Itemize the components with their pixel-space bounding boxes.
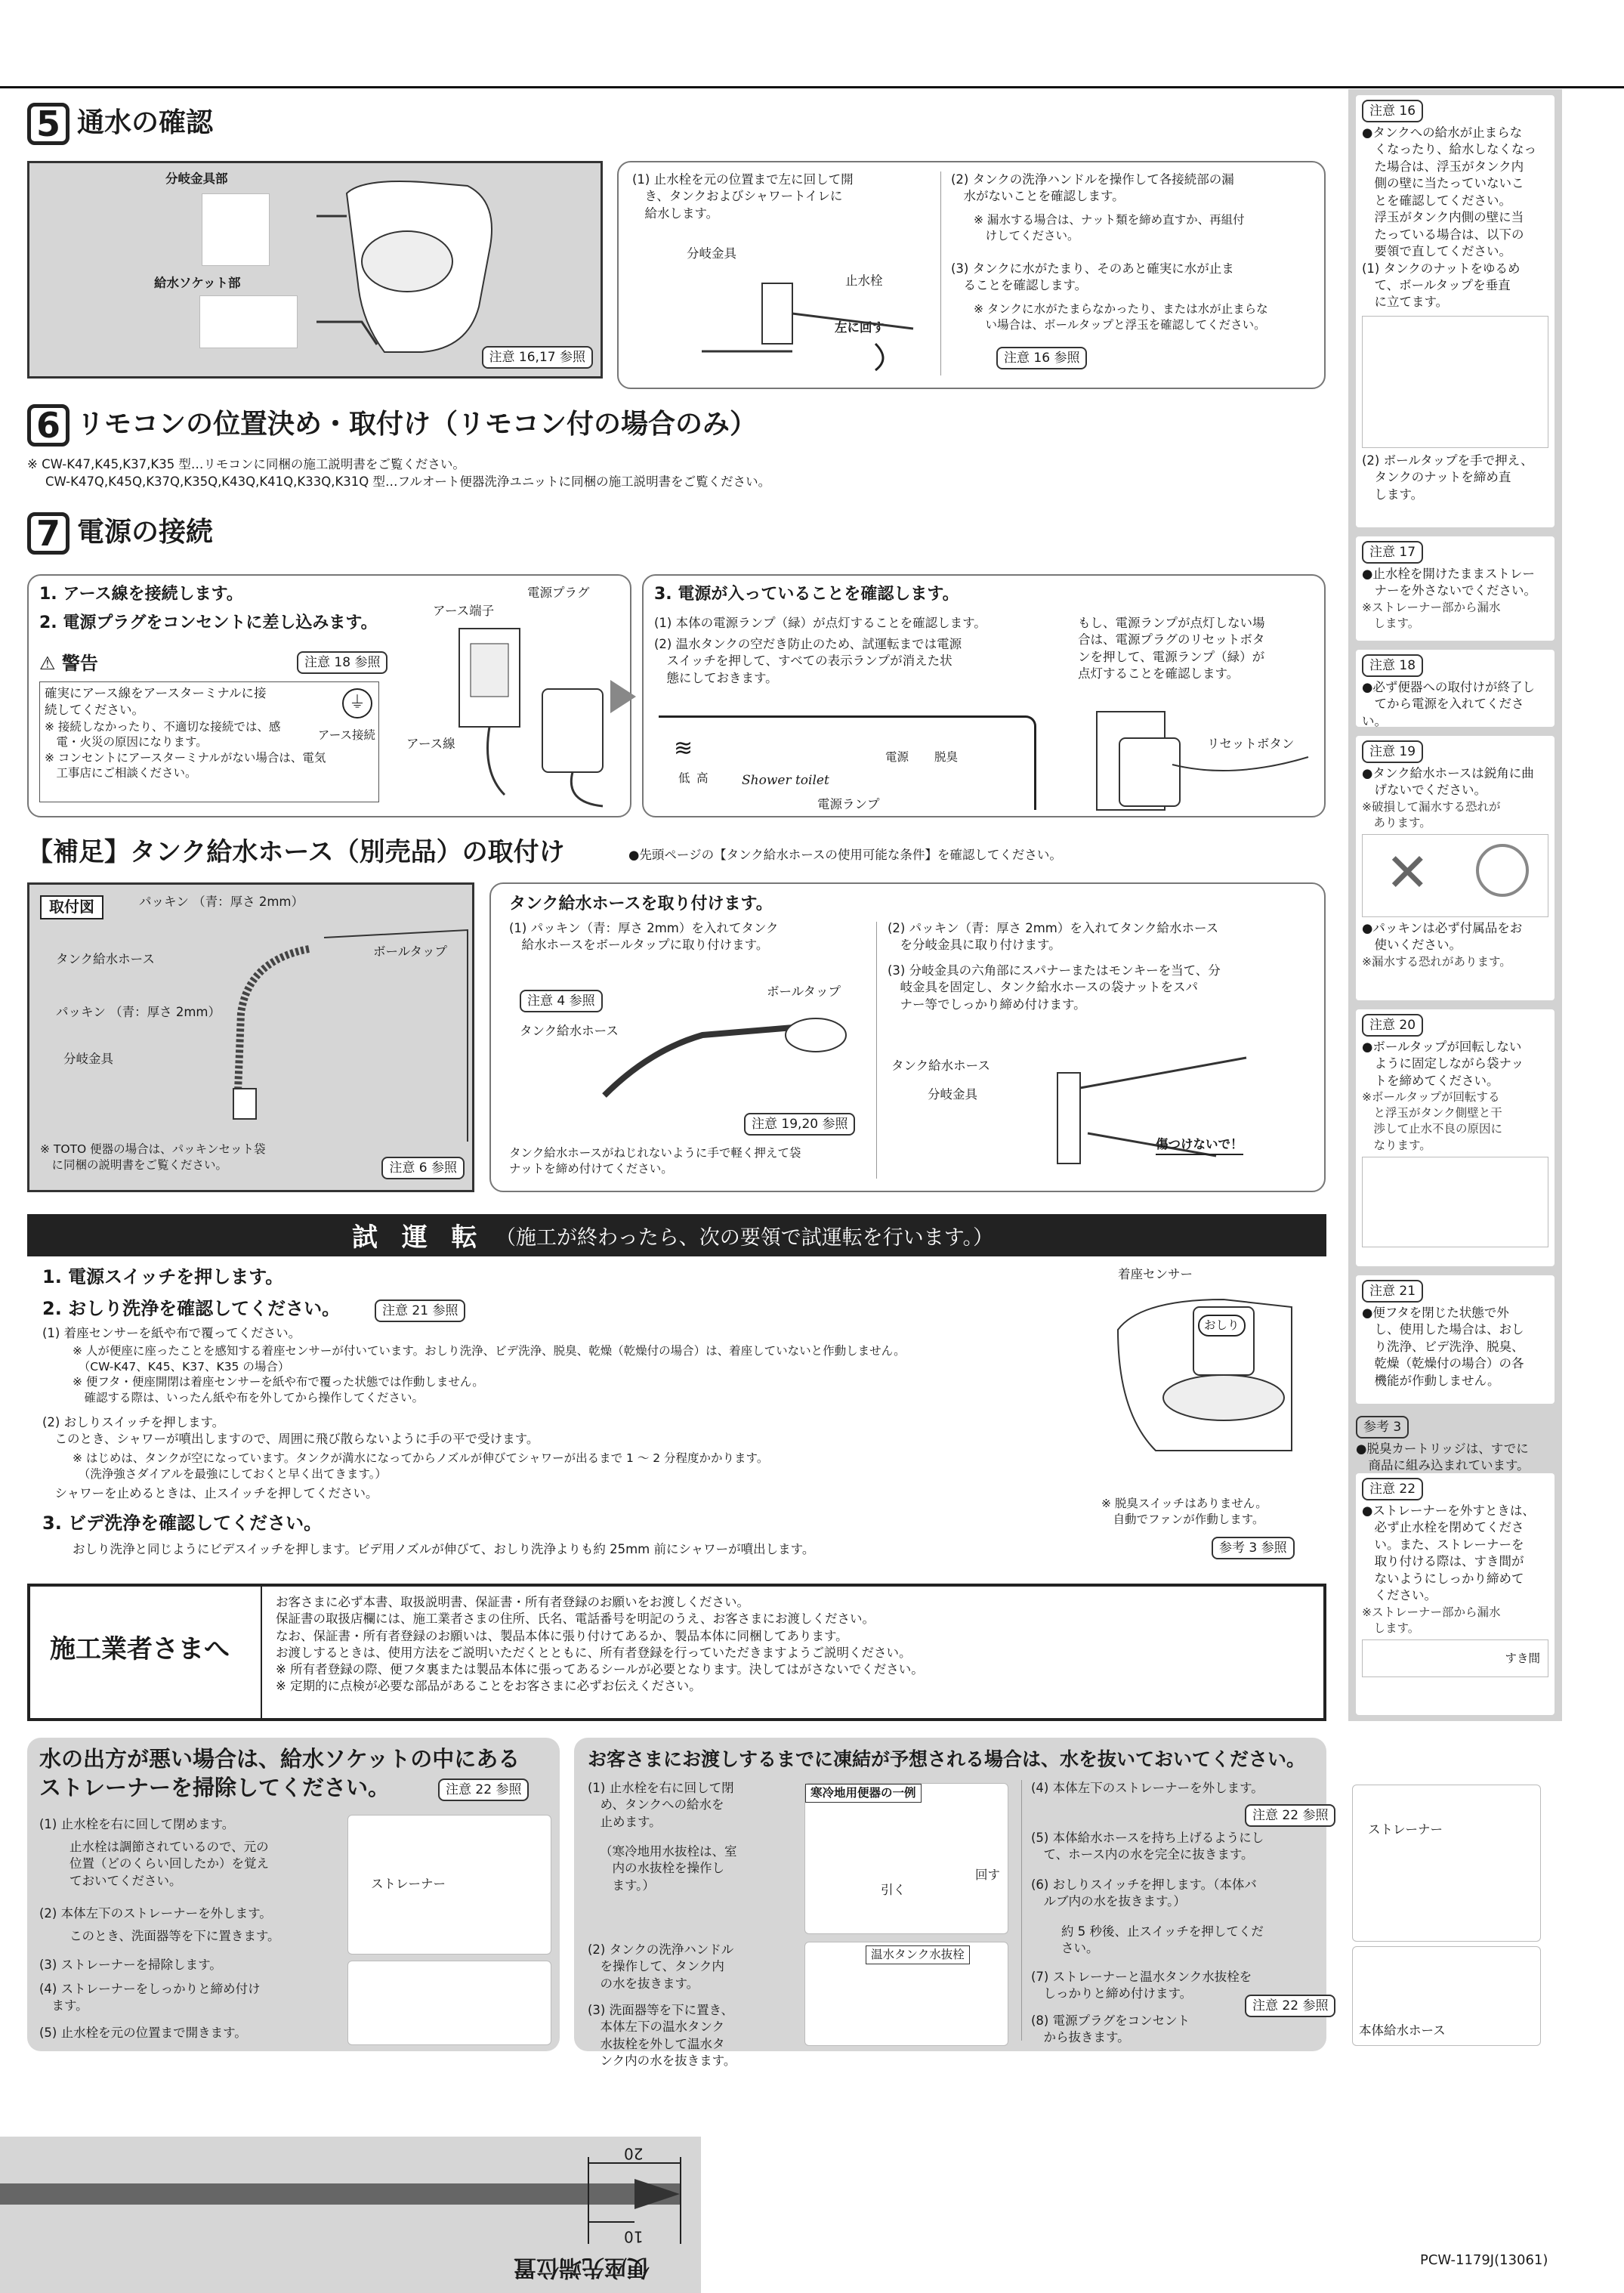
strainer-illus-2 bbox=[347, 1961, 551, 2045]
top-rule bbox=[0, 86, 1624, 88]
supplement-figure bbox=[27, 882, 474, 1192]
label-branch-fitting2: 分岐金具 bbox=[63, 1052, 113, 1066]
label-pull: 引く bbox=[881, 1883, 906, 1897]
s7-step2: 2. 電源プラグをコンセントに差し込みます。 bbox=[39, 613, 378, 632]
caution-22 bbox=[1356, 1473, 1555, 1715]
installer-divider bbox=[261, 1587, 262, 1718]
warning-note2: ※ コンセントにアースターミナルがない場合は、電気 工事店にご相談ください。 bbox=[45, 750, 326, 780]
ref1920-tag: 注意 19,20 参照 bbox=[744, 1113, 855, 1136]
freeze-step6b: 約 5 秒後、止スイッチを押してくだ さい。 bbox=[1061, 1924, 1264, 1956]
valve-illustration bbox=[702, 261, 928, 382]
trial-subtitle: （施工が終わったら、次の要領で試運転を行います。） bbox=[496, 1226, 994, 1250]
earth-connect-label: アース接続 bbox=[317, 728, 375, 742]
caution-note: ※ストレーナー部から漏水 します。 bbox=[1362, 600, 1501, 630]
strainer-step4: (4) ストレーナーをしっかりと締め付け ます。 bbox=[39, 1982, 261, 2013]
caution-tag: 注意 20 bbox=[1362, 1014, 1423, 1037]
caution-note2: ※漏水する恐れがあります。 bbox=[1362, 954, 1511, 969]
dim-line-right bbox=[680, 2157, 681, 2244]
earth-icon: ⏚ bbox=[342, 688, 372, 718]
label-turn-left: 左に回す bbox=[835, 320, 885, 335]
label-ball-tap: ボールタップ bbox=[373, 944, 448, 959]
freeze-divider bbox=[1021, 1780, 1022, 2041]
label-socket: 給水ソケット部 bbox=[154, 276, 241, 290]
hose-step1: (1) パッキン（青：厚さ 2mm）を入れてタンク 給水ホースをボールタップに取り付けます。 bbox=[509, 921, 779, 953]
ref21-tag: 注意 21 参照 bbox=[375, 1299, 465, 1322]
label-high: 高 bbox=[696, 771, 709, 785]
trial-title: 試 運 転 bbox=[352, 1222, 485, 1253]
freeze-step1-note: （寒冷地用水抜栓は、室 内の水抜栓を操作し ます。） bbox=[600, 1844, 737, 1893]
caution-tag: 参考 3 bbox=[1356, 1416, 1409, 1439]
section-6-heading bbox=[27, 404, 757, 447]
strainer-title: 水の出方が悪い場合は、給水ソケットの中にある ストレーナーを掃除してください。 bbox=[39, 1746, 520, 1800]
label-packing2: パッキン （青：厚さ 2mm） bbox=[56, 1005, 221, 1019]
caution-20 bbox=[1356, 1009, 1555, 1266]
branch-inset bbox=[202, 193, 270, 266]
section-title: 通水の確認 bbox=[77, 107, 214, 138]
label-body-hose: 本体給水ホース bbox=[1359, 2023, 1446, 2038]
strainer-step1b: 止水栓は調節されているので、元の 位置（どのくらい回したか）を覚え ておいてください。 bbox=[69, 1840, 269, 1888]
caution-text: ●必ず便器への取付けが終了し てから電源を入れてください。 bbox=[1362, 680, 1535, 728]
freeze-ref22b: 注意 22 参照 bbox=[1245, 1995, 1335, 2017]
freeze-step1: (1) 止水栓を右に回して閉 め、タンクへの給水を 止めます。 bbox=[588, 1781, 734, 1829]
freeze-step4: (4) 本体左下のストレーナーを外します。 bbox=[1031, 1781, 1264, 1795]
s7-check2: (2) 温水タンクの空だき防止のため、試運転までは電源 スイッチを押して、すべての表示ランプが消えた状 態にしておきます。 bbox=[654, 637, 962, 685]
toilet-illustration bbox=[316, 171, 588, 367]
s7-step3: 3. 電源が入っていることを確認します。 bbox=[654, 585, 959, 604]
freeze-hose-illus bbox=[1352, 1946, 1541, 2046]
hose-step-title: タンク給水ホースを取り付けます。 bbox=[509, 895, 773, 913]
arrow-right-icon bbox=[610, 680, 636, 713]
caution-17 bbox=[1356, 536, 1555, 641]
ball-tap-illus bbox=[1362, 1157, 1548, 1247]
s5-ref-tag: 注意 16,17 参照 bbox=[482, 346, 593, 369]
label-power: 電源 bbox=[885, 750, 909, 764]
caution-text: ●ボールタップが回転しない ように固定しながら袋ナッ トを締めてください。 bbox=[1362, 1040, 1524, 1088]
s5-step1: (1) 止水栓を元の位置まで左に回して開 き、タンクおよびシャワートイレに 給水します。 bbox=[632, 172, 854, 221]
section-title: 電源の接続 bbox=[77, 517, 214, 548]
caution-note: ※ボールタップが回転する と浮玉がタンク側壁と干 渉して止水不良の原因に なります。 bbox=[1362, 1090, 1503, 1152]
trial-step2c: シャワーを止めるときは、止スイッチを押してください。 bbox=[42, 1486, 378, 1500]
outlet-illustration bbox=[452, 621, 618, 810]
label-seat-sensor: 着座センサー bbox=[1118, 1267, 1193, 1281]
label-earth-terminal: アース端子 bbox=[433, 604, 495, 618]
trial-step2b-note: ※ はじめは、タンクが空になっています。タンクが満水になってからノズルが伸びてシャワーが出るまで 1 ～ 2 分程度かかります。 （洗浄強さダイアルを最強にしておくと早く出てきます。） bbox=[73, 1451, 769, 1481]
label-ball-tap2: ボールタップ bbox=[767, 984, 841, 999]
socket-inset bbox=[199, 295, 298, 348]
plug-reset-illustration bbox=[1097, 712, 1316, 817]
label-strainer: ストレーナー bbox=[371, 1877, 446, 1891]
seat-tip-position-label: 便座先端位置 bbox=[514, 2254, 650, 2281]
ref4-tag: 注意 4 参照 bbox=[520, 990, 603, 1012]
freeze-ref22a: 注意 22 参照 bbox=[1245, 1804, 1335, 1827]
caution-text: ●タンク給水ホースは鋭角に曲 げないでください。 bbox=[1362, 766, 1534, 798]
section-number: 7 bbox=[27, 512, 69, 555]
s5-step2-note: ※ 漏水する場合は、ナット類を締め直すか、再組付 けしてください。 bbox=[974, 213, 1245, 243]
tank-illus bbox=[1362, 316, 1548, 448]
caution-text: ●止水栓を開けたままストレー ナーを外さないでください。 bbox=[1362, 567, 1536, 598]
hose-step2: (2) パッキン（青：厚さ 2mm）を入れてタンク給水ホース を分岐金具に取り付けます。 bbox=[888, 921, 1219, 953]
deodor-note: ※ 脱臭スイッチはありません。 自動でファンが作動します。 bbox=[1101, 1497, 1267, 1526]
installer-box bbox=[27, 1584, 1326, 1721]
label-power-plug: 電源プラグ bbox=[527, 586, 590, 600]
trial-run-banner bbox=[27, 1214, 1326, 1256]
warning-title: 警告 bbox=[61, 653, 98, 674]
hose-diagram bbox=[203, 915, 468, 1142]
hose-attach-illustration bbox=[604, 1005, 861, 1118]
s6-note-2: CW-K47Q,K45Q,K37Q,K35Q,K43Q,K41Q,K33Q,K31Q 型…フルオート便器洗浄ユニットに同梱の施工説明書をご覧ください。 bbox=[45, 474, 771, 489]
s5-step3-note: ※ タンクに水がたまらなかったり、または水が止まらな い場合は、ボールタップと浮玉を確認してください。 bbox=[974, 302, 1268, 332]
cold-region-illus bbox=[804, 1783, 1008, 1934]
caution-19 bbox=[1356, 736, 1555, 1000]
label-branch: 分岐金具部 bbox=[165, 172, 228, 186]
caution-16 bbox=[1356, 95, 1555, 527]
label-turn: 回す bbox=[975, 1868, 1000, 1882]
cold-region-label: 寒冷地用便器の一例 bbox=[805, 1784, 922, 1803]
freeze-title: お客さまにお渡しするまでに凍結が予想される場合は、水を抜いておいてください。 bbox=[588, 1748, 1306, 1770]
warning-header bbox=[39, 651, 98, 676]
document-code: PCW-1179J(13061) bbox=[1420, 2252, 1548, 2268]
trial-step2b: (2) おしりスイッチを押します。 このとき、シャワーが噴出しますので、周囲に飛び散らないように手の平で受けます。 bbox=[42, 1415, 539, 1447]
caution-text2: ●パッキンは必ず付属品をお 使いください。 bbox=[1362, 921, 1523, 953]
position-arrow-icon bbox=[634, 2179, 680, 2209]
supplement-steps bbox=[489, 882, 1326, 1192]
label-branch-fitting3: 分岐金具 bbox=[928, 1087, 977, 1102]
toto-note: ※ TOTO 便器の場合は、パッキンセット袋 に同梱の説明書をご覧ください。 bbox=[40, 1142, 266, 1172]
seat-illustration bbox=[1110, 1284, 1299, 1458]
oshiri-button: おしり bbox=[1198, 1315, 1246, 1337]
caution-tag: 注意 19 bbox=[1362, 740, 1423, 763]
caution-tag: 注意 17 bbox=[1362, 541, 1423, 564]
trial-step3a: おしり洗浄と同じようにビデスイッチを押します。ビデ用ノズルが伸びて、おしり洗浄よりも約 25mm 前にシャワーが噴出します。 bbox=[73, 1542, 815, 1556]
dim-20-label: 20 bbox=[624, 2144, 644, 2163]
freeze-step5: (5) 本体給水ホースを持ち上げるようにし て、ホース内の水を完全に抜きます。 bbox=[1031, 1831, 1264, 1862]
label-stop-valve: 止水栓 bbox=[845, 273, 883, 288]
caution-note: ※破損して漏水する恐れが あります。 bbox=[1362, 799, 1501, 830]
caution-sidebar bbox=[1348, 89, 1562, 1721]
supplement-divider bbox=[876, 922, 877, 1179]
trial-step3: 3. ビデ洗浄を確認してください。 bbox=[42, 1513, 323, 1534]
caution-text: ●ストレーナーを外すときは、 必ず止水栓を閉めてくださ い。また、ストレーナーを 取り付ける際は、すき間が ないようにしっかり締めて ください。 bbox=[1362, 1503, 1535, 1603]
s5-figure bbox=[27, 161, 603, 379]
s7-check1: (1) 本体の電源ランプ（緑）が点灯することを確認します。 bbox=[654, 616, 986, 630]
strainer-box bbox=[27, 1738, 560, 2051]
caution-note: ※ストレーナー部から漏水 します。 bbox=[1362, 1605, 1501, 1635]
s7-step1: 1. アース線を接続します。 bbox=[39, 585, 243, 604]
s5-divider bbox=[940, 172, 941, 375]
label-earth-wire: アース線 bbox=[406, 737, 455, 751]
label-packing: パッキン （青：厚さ 2mm） bbox=[139, 895, 304, 909]
label-tank-hose: タンク給水ホース bbox=[56, 952, 155, 966]
caution-tag: 注意 22 bbox=[1362, 1478, 1423, 1500]
label-low: 低 bbox=[678, 771, 690, 785]
caution-tag: 注意 16 bbox=[1362, 100, 1423, 122]
spanner-illustration bbox=[1020, 1043, 1314, 1179]
caution-tag: 注意 21 bbox=[1362, 1280, 1423, 1303]
drain-plug-label: 温水タンク水抜栓 bbox=[866, 1945, 970, 1964]
dim-line-left bbox=[588, 2157, 589, 2244]
s7-left-box bbox=[27, 574, 631, 817]
trial-step2: 2. おしり洗浄を確認してください。 bbox=[42, 1298, 341, 1319]
warning-icon: ⚠ bbox=[39, 653, 56, 674]
installer-body: お客さまに必ず本書、取扱説明書、保証書・所有者登録のお願いをお渡しください。 保証書の取扱店欄には、施工業者さまの住所、氏名、電話番号を明記のうえ、お客さまにお渡しください。 なお、保証書・所有者登録のお願いは、製品本体に張り付けてあるか、製品本体に同梱してあります。 お渡しするときは、使用方法をご説明いただくとともに、所有者登録を行っていただきますようご説明ください。 ※ 所有者登録の際、便フタ裏または製品本体に張ってあるシールが必要となります。決してはがさないでください。 ※ 定期的に点検が必要な部品があることをお客さまに必ずお伝えください。 bbox=[276, 1595, 924, 1694]
caution-text: ●タンクへの給水が止まらな くなったり、給水しなくなっ た場合は、浮玉がタンク内 側の壁に当たっていないこ とを確認してください。 浮玉がタンク内側の壁に当 たっている場合は、以下の 要領で直してください。 (1) タンクのナットをゆるめ て、ボールタップを垂直 に立てます。 bbox=[1362, 125, 1536, 310]
warning-note1: ※ 接続しなかったり、不適切な接続では、感 電・火災の原因になります。 bbox=[45, 719, 281, 749]
strainer-step5: (5) 止水栓を元の位置まで開きます。 bbox=[39, 2026, 247, 2040]
footer-dark-bar bbox=[0, 2183, 680, 2205]
label-reset-button: リセットボタン bbox=[1207, 737, 1295, 751]
caution-18 bbox=[1356, 650, 1555, 727]
gap-illus bbox=[1362, 1639, 1548, 1677]
figure-label: 取付図 bbox=[40, 895, 103, 919]
caution-text: ●脱臭カートリッジは、すでに 商品に組み込まれています。 bbox=[1356, 1442, 1530, 1473]
freeze-strainer-illus bbox=[1352, 1785, 1541, 1942]
section-5-heading bbox=[27, 103, 213, 145]
supplement-title: 【補足】タンク給水ホース（別売品）の取付け bbox=[27, 837, 565, 867]
section-number: 5 bbox=[27, 103, 69, 145]
supplement-note: ●先頭ページの【タンク給水ホースの使用可能な条件】を確認してください。 bbox=[628, 848, 1062, 862]
s5-step2: (2) タンクの洗浄ハンドルを操作して各接続部の漏 水がないことを確認します。 bbox=[951, 172, 1234, 204]
caution-text2: (2) ボールタップを手で押え、 タンクのナットを締め直 します。 bbox=[1362, 453, 1533, 502]
caution-21 bbox=[1356, 1275, 1555, 1404]
freeze-step2: (2) タンクの洗浄ハンドル を操作して、タンク内 の水を抜きます。 bbox=[588, 1942, 734, 1991]
label-power-lamp: 電源ランプ bbox=[817, 797, 880, 811]
s7-ref18-tag: 注意 18 参照 bbox=[297, 651, 387, 674]
s6-note-1: ※ CW-K47,K45,K37,K35 型…リモコンに同梱の施工説明書をご覧ください。 bbox=[27, 457, 465, 471]
freeze-box bbox=[574, 1738, 1329, 2068]
warning-text: 確実にアース線をアースターミナルに接 続してください。 bbox=[45, 686, 267, 718]
strainer-step1: (1) 止水栓を右に回して閉めます。 bbox=[39, 1817, 235, 1831]
freeze-step7: (7) ストレーナーと温水タンク水抜栓を しっかりと締め付けます。 bbox=[1031, 1970, 1252, 2001]
s5-ref2-tag: 注意 16 参照 bbox=[996, 347, 1087, 369]
section-7-heading bbox=[27, 512, 213, 555]
section-title: リモコンの位置決め・取付け（リモコン付の場合のみ） bbox=[77, 409, 758, 440]
strainer-step2b: このとき、洗面器等を下に置きます。 bbox=[69, 1929, 280, 1943]
section-number: 6 bbox=[27, 404, 69, 447]
caution-tag: 注意 18 bbox=[1362, 654, 1423, 677]
ref3-tag: 参考 3 参照 bbox=[1212, 1537, 1295, 1559]
reference-3 bbox=[1356, 1411, 1555, 1473]
caution-text: ●便フタを閉じた状態で外 し、使用した場合は、おし り洗浄、ビデ洗浄、脱臭、 乾燥（乾燥付の場合）の各 機能が作動しません。 bbox=[1362, 1306, 1524, 1388]
strainer-ref-tag: 注意 22 参照 bbox=[438, 1778, 529, 1801]
wave-icon: ≋ bbox=[674, 735, 693, 762]
label-deodor: 脱臭 bbox=[934, 750, 959, 764]
label-branch-fitting: 分岐金具 bbox=[687, 246, 736, 261]
trial-step1: 1. 電源スイッチを押します。 bbox=[42, 1266, 284, 1287]
s5-steps bbox=[617, 161, 1326, 389]
cross-icon: ✕ bbox=[1385, 842, 1430, 904]
gap-label: すき間 bbox=[1505, 1651, 1540, 1665]
label-tank-hose2: タンク給水ホース bbox=[520, 1024, 619, 1038]
label-tank-hose3: タンク給水ホース bbox=[891, 1058, 990, 1073]
strainer-step2: (2) 本体左下のストレーナーを外します。 bbox=[39, 1906, 272, 1921]
s7-check3: もし、電源ランプが点灯しない場 合は、電源プラグのリセットボタ ンを押して、電源ランプ（緑）が 点灯することを確認します。 bbox=[1078, 616, 1265, 681]
dim-10-label: 10 bbox=[624, 2227, 644, 2246]
dim-10-line bbox=[588, 2221, 634, 2223]
s5-step3: (3) タンクに水がたまり、そのあと確実に水が止ま ることを確認します。 bbox=[951, 261, 1234, 293]
label-do-not-damage: 傷つけないで！ bbox=[1156, 1136, 1243, 1155]
hose-step3: (3) 分岐金具の六角部にスパナーまたはモンキーを当て、分 岐金具を固定し、タンク給水ホースの袋ナットをスパ ナー等でしっかり締め付けます。 bbox=[888, 963, 1221, 1012]
installer-title: 施工業者さまへ bbox=[50, 1634, 230, 1664]
warning-box bbox=[39, 681, 379, 802]
ref6-tag: 注意 6 参照 bbox=[381, 1157, 465, 1179]
freeze-step8: (8) 電源プラグをコンセント から抜きます。 bbox=[1031, 2013, 1190, 2045]
bend-illus bbox=[1362, 834, 1548, 917]
strainer-illus-1 bbox=[347, 1815, 551, 1955]
drain-plug-illus bbox=[804, 1942, 1008, 2046]
trial-step2a-note: ※ 人が便座に座ったことを感知する着座センサーが付いています。おしり洗浄、ビデ洗浄、脱臭、乾燥（乾燥付の場合）は、着座していないと作動しません。 （CW-K47、K45、K37、K35 の場合） ※ 便フタ・便座開閉は着座センサーを紙や布で覆った状態では作動しません。 確認する際は、いったん紙や布を外してから操作してください。 bbox=[73, 1344, 906, 1405]
strainer-step3: (3) ストレーナーを掃除します。 bbox=[39, 1958, 222, 1972]
brand-logo: Shower toilet bbox=[742, 773, 829, 788]
hose-note: タンク給水ホースがねじれないように手で軽く押えて袋 ナットを締め付けてください。 bbox=[509, 1146, 801, 1176]
s7-right-box bbox=[642, 574, 1326, 817]
trial-step2a: (1) 着座センサーを紙や布で覆ってください。 bbox=[42, 1326, 301, 1340]
label-strainer2: ストレーナー bbox=[1368, 1822, 1443, 1837]
freeze-step3: (3) 洗面器等を下に置き、 本体左下の温水タンク 水抜栓を外して温水タ ンク内の水を抜きます。 bbox=[588, 2003, 736, 2068]
circle-icon bbox=[1476, 844, 1529, 897]
freeze-step6: (6) おしりスイッチを押します。（本体バ ルブ内の水を抜きます。） bbox=[1031, 1877, 1257, 1909]
